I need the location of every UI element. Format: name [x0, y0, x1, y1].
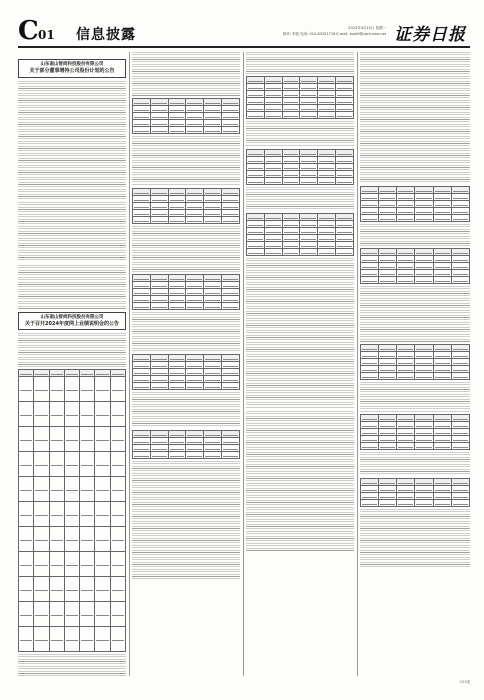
notice-body-text: [18, 81, 126, 199]
notice-body-text: [132, 52, 240, 96]
notice-body-text: [246, 187, 354, 211]
notice-body-text: [360, 382, 470, 412]
newspaper-page: [18, 18, 470, 682]
notice-body-text: [132, 312, 240, 352]
notice-body-text: [246, 52, 354, 74]
notice-body-text: [18, 202, 126, 262]
trade-table: [246, 213, 354, 256]
column-divider: [357, 52, 358, 676]
trade-table: [132, 188, 240, 224]
notice-body-text: [246, 121, 354, 147]
notice-title: 关于召开2024年度网上业绩说明会的公告: [25, 320, 119, 327]
column-4: [360, 52, 470, 676]
share-table: [18, 369, 126, 652]
issue-date: 2024年4月15日 星期一: [348, 26, 386, 30]
notice-company: 山东南山智尚科技股份有限公司: [40, 62, 104, 67]
notice-header-1: [18, 59, 126, 78]
notice-body-text: [360, 452, 470, 476]
notice-body-text: [360, 52, 470, 184]
paper-logo: 证券日报: [394, 25, 466, 45]
trade-table: [360, 186, 470, 222]
notice-body-text: [246, 411, 354, 551]
section-number: 01: [38, 28, 55, 42]
trade-table: [246, 149, 354, 185]
stock-code-line: [18, 52, 126, 56]
trade-table: [360, 248, 470, 284]
notice-title: 关于部分董事增持公司股份计划的公告: [29, 68, 115, 74]
column-divider: [243, 52, 244, 676]
page-marker: C01版: [459, 680, 470, 684]
notice-body-text: [132, 226, 240, 272]
section-title: 信息披露: [76, 27, 136, 43]
trade-table: [360, 478, 470, 507]
notice-body-text: [132, 392, 240, 428]
notice-header-2: [18, 312, 126, 331]
masthead-rule: [18, 46, 470, 48]
section-code: C: [18, 16, 38, 46]
trade-table: [132, 354, 240, 390]
column-3: [246, 52, 354, 676]
trade-table: [132, 274, 240, 310]
trade-table: [246, 76, 354, 119]
notice-body-text: [18, 333, 126, 367]
notice-body-text: [246, 258, 354, 408]
notice-body-text: [360, 286, 470, 342]
notice-body-text: [132, 136, 240, 186]
column-2: [132, 52, 240, 676]
trade-table: [360, 414, 470, 450]
column-divider: [129, 52, 130, 676]
column-1: [18, 52, 126, 676]
notice-body-text: [360, 509, 470, 569]
notice-body-text: [18, 654, 126, 676]
masthead: [18, 18, 470, 48]
trade-table: [132, 430, 240, 459]
notice-body-text: [18, 265, 126, 309]
notice-company: 山东南山智尚科技股份有限公司: [40, 314, 104, 320]
trade-table: [132, 98, 240, 134]
trade-table: [360, 344, 470, 380]
editor-contact: 制作: 李波 电话: 010-83251716 E-mail: zqrb9@zqrb.sina.net: [282, 32, 386, 36]
notice-body-text: [132, 461, 240, 581]
notice-body-text: [360, 224, 470, 246]
